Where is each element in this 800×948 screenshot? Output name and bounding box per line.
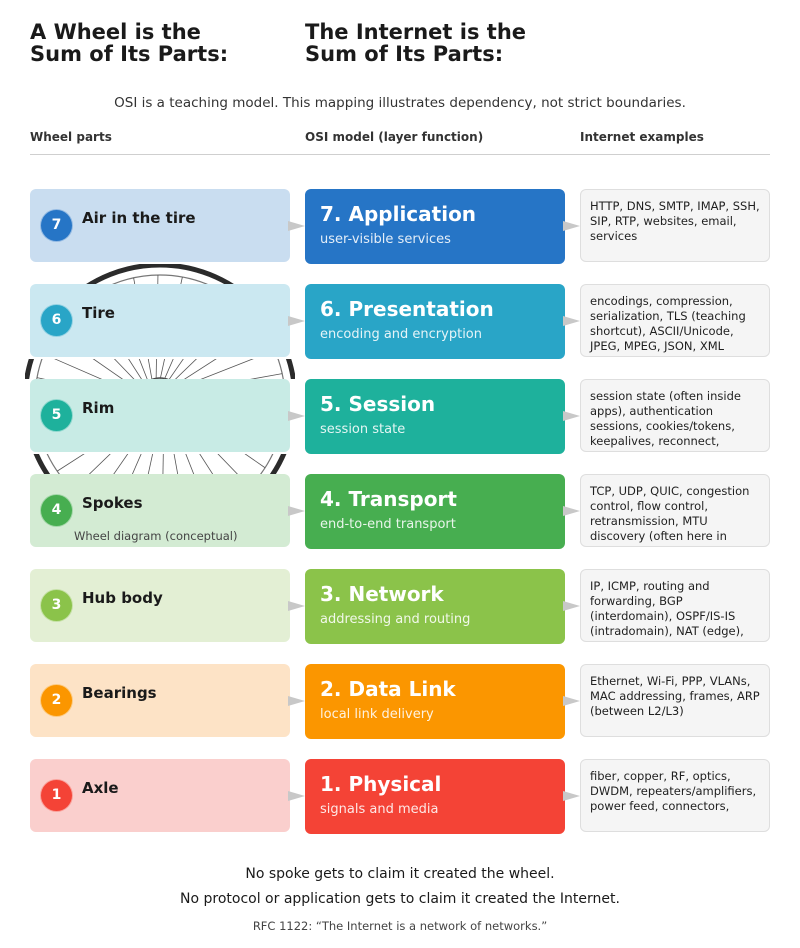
layer-number-badge: 1 — [40, 779, 73, 812]
wheel-spoke — [177, 350, 275, 389]
internet-examples-text: HTTP, DNS, SMTP, IMAP, SSH, SIP, RTP, websites, email, services — [590, 199, 760, 243]
wheel-part-name: Rim — [82, 399, 115, 417]
osi-layer-name: 2. Data Link — [320, 677, 456, 701]
wheel-spoke — [177, 411, 250, 487]
wheel-spoke — [55, 332, 142, 392]
footer-line-1: No spoke gets to claim it created the wheel. — [245, 866, 555, 882]
internet-examples-text: TCP, UDP, QUIC, congestion control, flow control, retransmission, MTU discovery (often here in — [590, 484, 750, 543]
layer-number-badge: 3 — [40, 589, 73, 622]
wheel-part-name: Tire — [82, 304, 115, 322]
column-header-wheel-parts: Wheel parts — [30, 130, 112, 144]
wheel-spoke — [180, 396, 285, 398]
wheel-part-name: Bearings — [82, 684, 157, 702]
osi-layer-name: 7. Application — [320, 202, 477, 226]
wheel-spoke — [92, 418, 152, 505]
osi-layer-function: session state — [320, 422, 406, 437]
wheel-drawing — [25, 265, 295, 535]
wheel-spoke — [171, 417, 210, 515]
wheel-spoke — [89, 297, 146, 386]
wheel-spoke — [180, 404, 277, 446]
wheel-spoke — [164, 284, 206, 381]
wheel-spoke — [168, 295, 228, 382]
wheel-spoke — [180, 400, 283, 422]
wheel-title-line-1: A Wheel is the — [30, 20, 201, 44]
osi-layer-name: 3. Network — [320, 582, 444, 606]
subtitle: OSI is a teaching model. This mapping illustrates dependency, not strict boundaries. — [114, 95, 686, 111]
osi-layer-name: 4. Transport — [320, 487, 457, 511]
wheel-spoke — [174, 329, 263, 386]
column-header-internet-examples: Internet examples — [580, 130, 704, 144]
layer-number-badge: 6 — [40, 304, 73, 337]
wheel-spoke — [45, 411, 143, 450]
wheel-rim-outline — [35, 275, 285, 525]
osi-layer-function: addressing and routing — [320, 612, 471, 627]
osi-layer-function: user-visible services — [320, 232, 451, 247]
wheel-part-name: Spokes — [82, 494, 143, 512]
internet-title-line-1: The Internet is the — [305, 20, 527, 44]
wheel-hub-outline — [138, 378, 182, 422]
wheel-spoke — [110, 285, 149, 383]
wheel-spoke — [37, 378, 140, 400]
wheel-part-name: Axle — [82, 779, 119, 797]
column-header-osi-model: OSI model (layer function) — [305, 130, 484, 144]
wheel-part-name: Air in the tire — [82, 209, 196, 227]
wheel-spoke — [38, 408, 142, 427]
osi-layer-name: 6. Presentation — [320, 297, 494, 321]
layer-number-badge: 4 — [40, 494, 73, 527]
internet-examples-text: encodings, compression, serialization, TLS (teaching shortcut), ASCII/Unicode, JPEG, MPEG, JSON, XML — [590, 294, 746, 353]
internet-title-line-2: Sum of Its Parts: — [305, 42, 504, 66]
internet-examples-text: session state (often inside apps), authentication sessions, cookies/tokens, keepalives, reconnect, — [590, 389, 741, 448]
wheel-diagram-caption: Wheel diagram (conceptual) — [74, 529, 238, 543]
layer-number-badge: 5 — [40, 399, 73, 432]
internet-examples-text: fiber, copper, RF, optics, DWDM, repeaters/amplifiers, power feed, connectors, — [590, 769, 757, 813]
wheel-spoke — [35, 402, 140, 404]
wheel-spoke — [168, 418, 187, 522]
wheel-spoke — [70, 313, 143, 389]
osi-layer-name: 1. Physical — [320, 772, 442, 796]
wheel-title-line-2: Sum of Its Parts: — [30, 42, 229, 66]
wheel-part-name: Hub body — [82, 589, 163, 607]
osi-layer-function: end-to-end transport — [320, 517, 456, 532]
osi-layer-function: encoding and encryption — [320, 327, 482, 342]
wheel-spoke — [162, 420, 164, 525]
footer-line-2: No protocol or application gets to claim it created the Internet. — [180, 891, 620, 907]
wheel-spoke — [178, 374, 282, 393]
wheel-spoke — [171, 310, 247, 383]
wheel-tire-outline — [25, 265, 295, 535]
osi-layer-function: signals and media — [320, 802, 439, 817]
internet-examples-text: IP, ICMP, routing and forwarding, BGP (interdomain), OSPF/IS-IS (intradomain), NAT (edge), — [590, 579, 744, 638]
wheel-spoke — [156, 275, 158, 380]
wheel-spoke — [138, 420, 160, 523]
wheel-spoke — [134, 278, 153, 382]
wheel-spoke — [73, 417, 149, 490]
layer-number-badge: 2 — [40, 684, 73, 717]
internet-examples-text: Ethernet, Wi-Fi, PPP, VLANs, MAC addressing, frames, ARP (between L2/L3) — [590, 674, 760, 718]
layer-number-badge: 7 — [40, 209, 73, 242]
wheel-spoke — [44, 354, 141, 396]
osi-layer-function: local link delivery — [320, 707, 434, 722]
wheel-spoke — [178, 408, 265, 468]
footer-quote: RFC 1122: “The Internet is a network of networks.” — [252, 919, 548, 933]
osi-layer-name: 5. Session — [320, 392, 436, 416]
